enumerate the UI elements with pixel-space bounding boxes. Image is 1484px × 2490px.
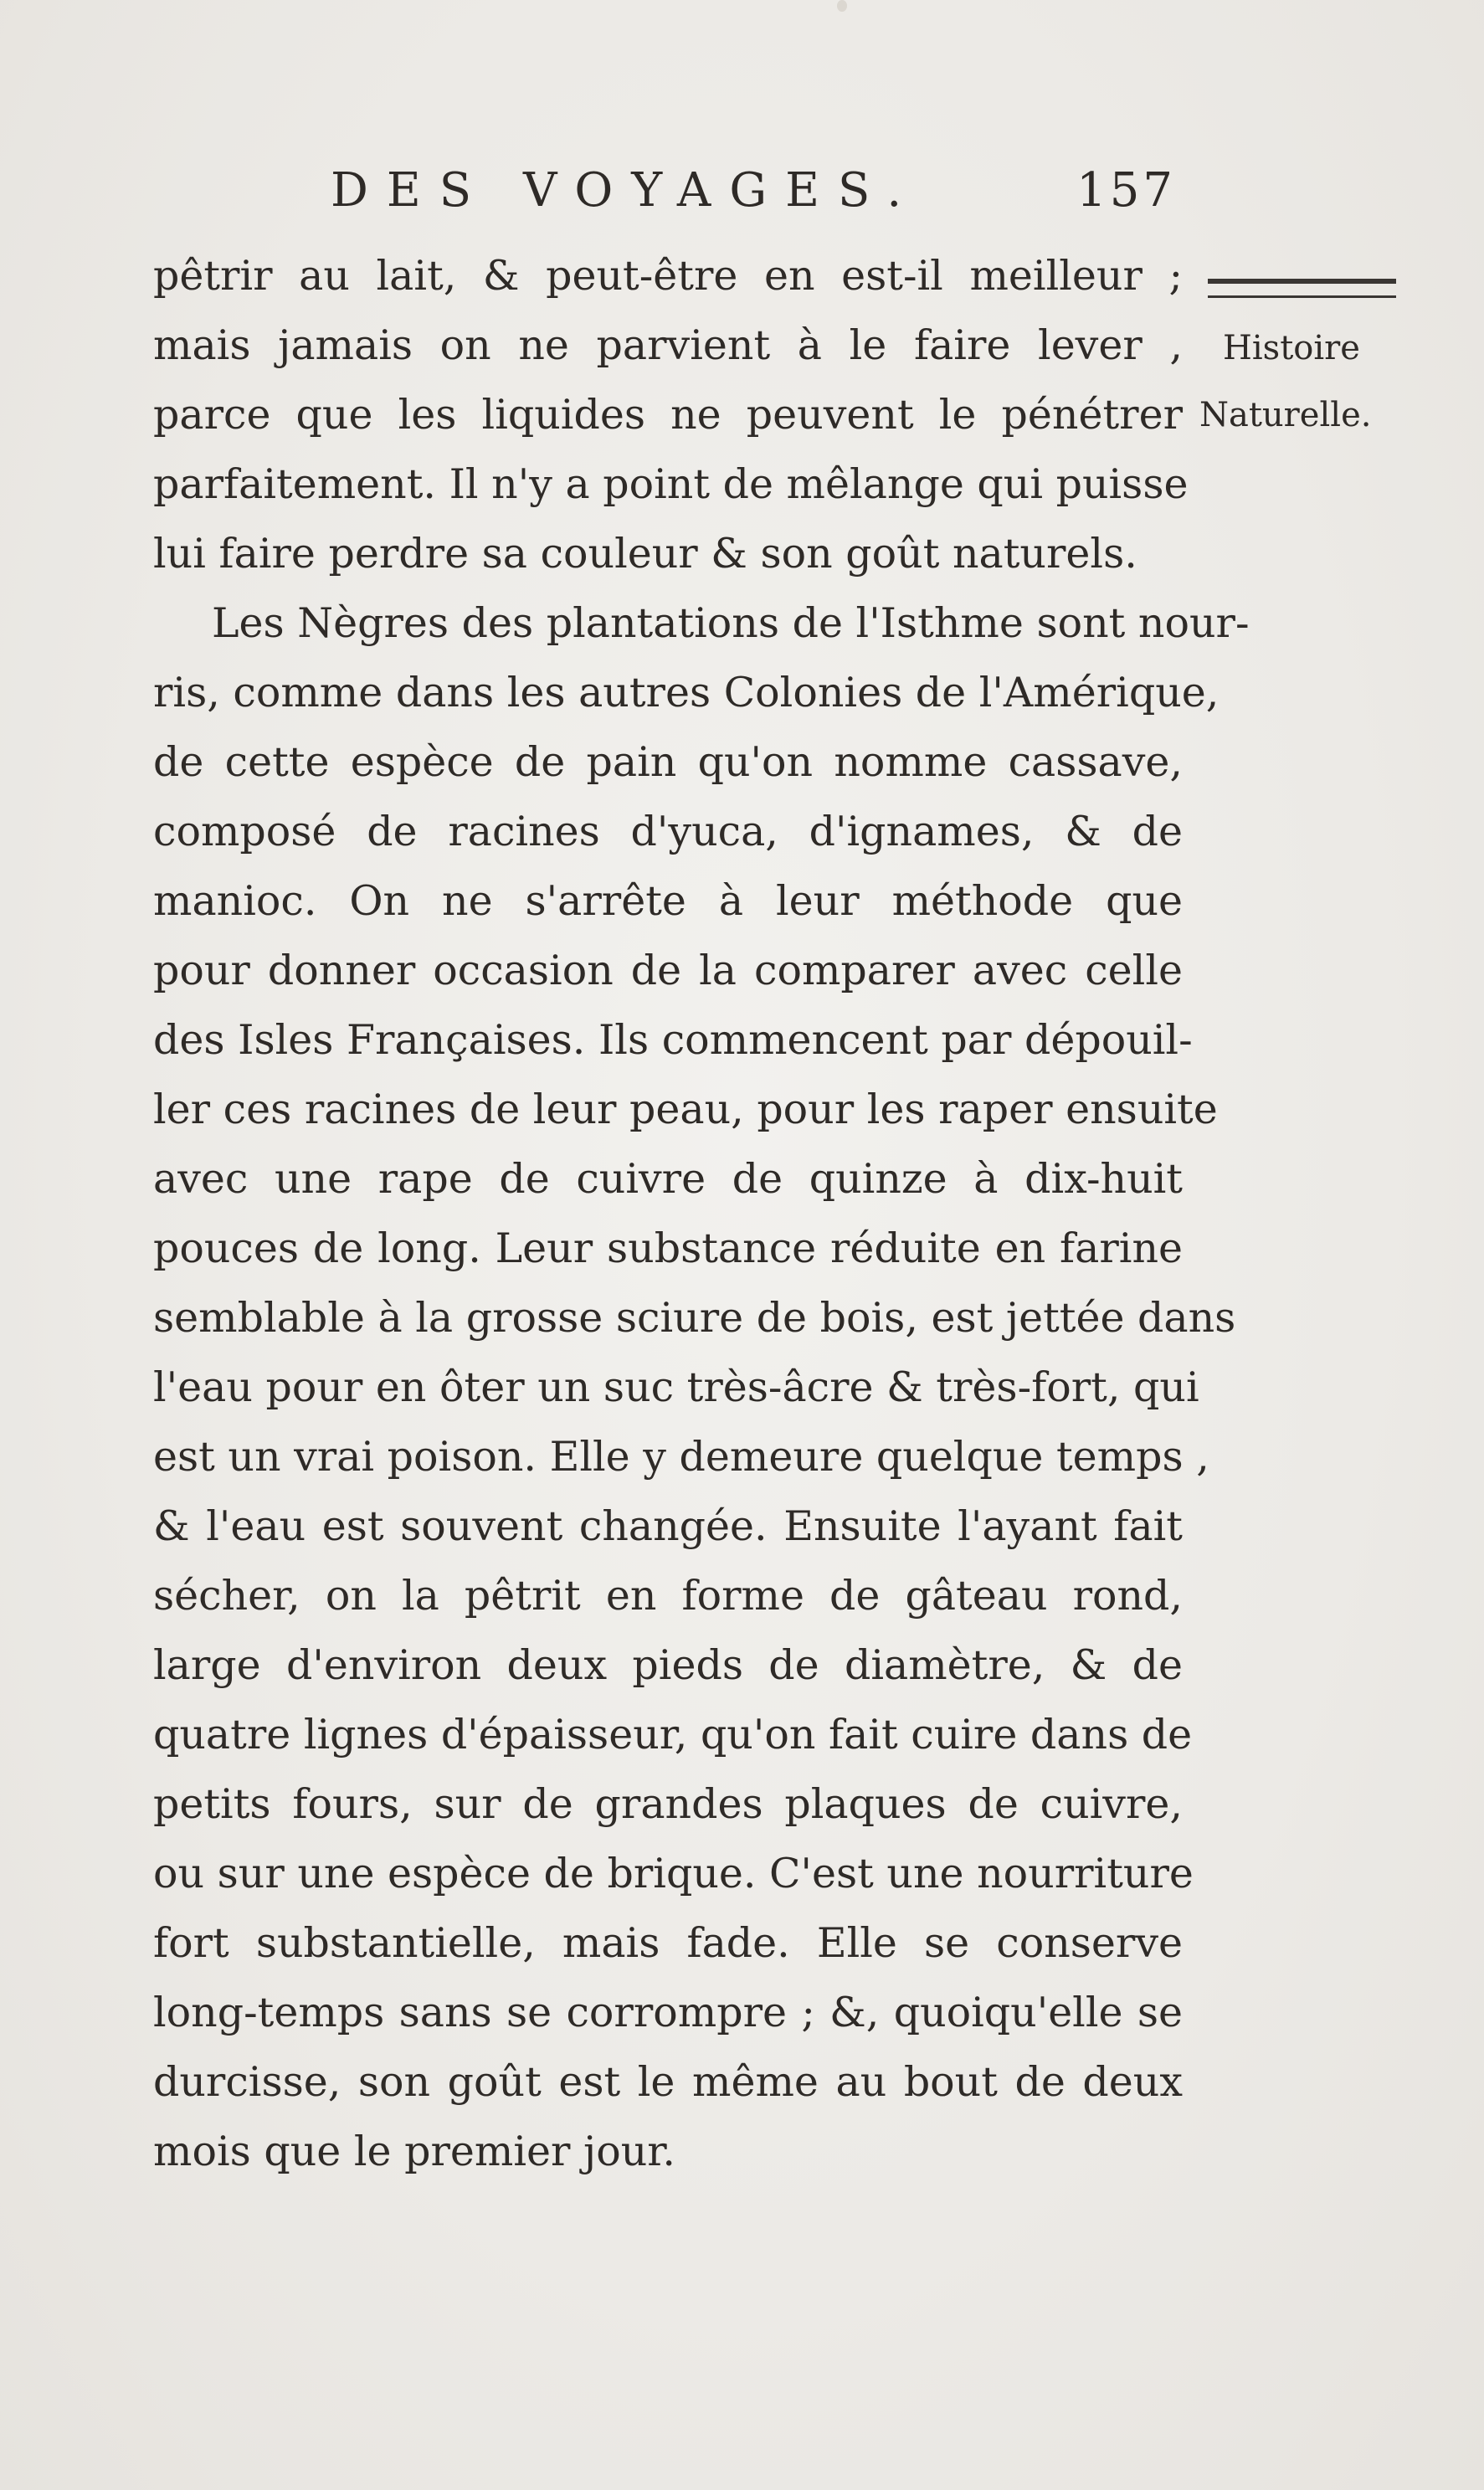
text-line: pour donner occasion de la comparer avec celle — [153, 947, 1183, 994]
text-line: fort substantielle, mais fade. Elle se conserve — [153, 1919, 1183, 1967]
text-line: parfaitement. Il n'y a point de mêlange qui puisse — [153, 460, 1189, 508]
text-line: sécher, on la pêtrit en forme de gâteau rond, — [153, 1572, 1183, 1620]
body-text — [153, 241, 1250, 2186]
text-line: avec une rape de cuivre de quinze à dix-huit — [153, 1155, 1183, 1203]
text-line: mais jamais on ne parvient à le faire lever , — [153, 321, 1183, 369]
text-line: ris, comme dans les autres Colonies de l'Amérique, — [153, 669, 1220, 716]
text-line: l'eau pour en ôter un suc très-âcre & très-fort, qui — [153, 1363, 1199, 1411]
running-title: DES VOYAGES. — [331, 163, 921, 218]
margin-note — [1199, 273, 1392, 449]
text-line: de cette espèce de pain qu'on nomme cassave, — [153, 738, 1183, 786]
text-line: long-temps sans se corrompre ; &, quoiqu'elle se — [153, 1989, 1183, 2036]
text-line: parce que les liquides ne peuvent le pénétrer — [153, 391, 1183, 439]
text-line: des Isles Françaises. Ils commencent par dépouil- — [153, 1016, 1193, 1064]
margin-note-line: Naturelle. — [1199, 396, 1372, 434]
margin-note-line: Histoire — [1223, 329, 1360, 367]
text-line: lui faire perdre sa couleur & son goût naturels. — [153, 530, 1137, 578]
page-header — [331, 163, 1176, 230]
text-line: large d'environ deux pieds de diamètre, & de — [153, 1641, 1183, 1689]
text-line: pêtrir au lait, & peut-être en est-il meilleur ; — [153, 252, 1183, 300]
text-line: & l'eau est souvent changée. Ensuite l'ayant fait — [153, 1502, 1183, 1550]
text-line: durcisse, son goût est le même au bout de deux — [153, 2058, 1183, 2106]
text-line: composé de racines d'yuca, d'ignames, & de — [153, 808, 1183, 855]
text-line: quatre lignes d'épaisseur, qu'on fait cuire dans de — [153, 1711, 1193, 1758]
text-line: petits fours, sur de grandes plaques de cuivre, — [153, 1780, 1183, 1828]
text-line: ou sur une espèce de brique. C'est une nourriture — [153, 1850, 1194, 1897]
page-number: 157 — [1076, 163, 1176, 218]
text-line: Les Nègres des plantations de l'Isthme sont nour- — [212, 599, 1250, 647]
ink-speck — [837, 0, 847, 12]
text-line: mois que le premier jour. — [153, 2128, 675, 2175]
text-line: manioc. On ne s'arrête à leur méthode que — [153, 877, 1183, 925]
text-line: semblable à la grosse sciure de bois, est jettée dans — [153, 1294, 1236, 1342]
text-line: est un vrai poison. Elle y demeure quelque temps , — [153, 1433, 1209, 1481]
text-line: ler ces racines de leur peau, pour les raper ensuite — [153, 1086, 1218, 1133]
text-line: pouces de long. Leur substance réduite en farine — [153, 1224, 1183, 1272]
